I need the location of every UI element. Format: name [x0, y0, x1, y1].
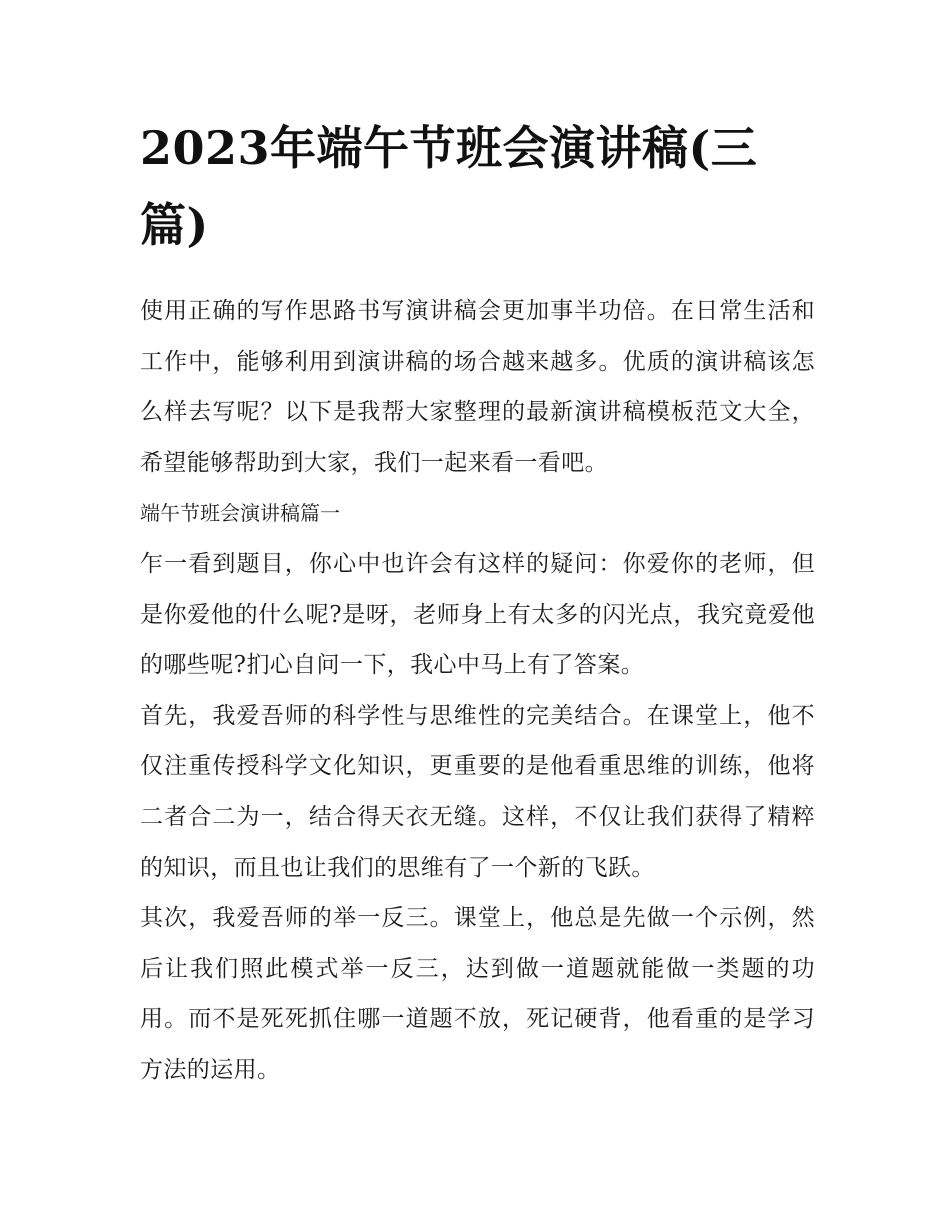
document-content — [140, 110, 815, 1096]
body-paragraph: 首先，我爱吾师的科学性与思维性的完美结合。在课堂上，他不仅注重传授科学文化知识，更重要的是他看重思维的训练，他将二者合二为一，结合得天衣无缝。这样，不仅让我们获得了精粹的知识，而且也让我们的思维有了一个新的飞跃。 — [140, 702, 815, 881]
document-body — [140, 286, 815, 1096]
body-paragraph: 其次，我爱吾师的举一反三。课堂上，他总是先做一个示例，然后让我们照此模式举一反三，达到做一道题就能做一类题的功用。而不是死死抓住哪一道题不放，死记硬背，他看重的是学习方法的运用。 — [140, 905, 815, 1083]
section-heading: 端午节班会演讲稿篇一 — [140, 501, 340, 526]
body-paragraph: 乍一看到题目，你心中也许会有这样的疑问：你爱你的老师，但是你爱他的什么呢?是呀，老师身上有太多的闪光点，我究竟爱他的哪些呢?扪心自问一下，我心中马上有了答案。 — [140, 550, 815, 679]
intro-paragraph: 使用正确的写作思路书写演讲稿会更加事半功倍。在日常生活和工作中，能够利用到演讲稿的场合越来越多。优质的演讲稿该怎么样去写呢？以下是我帮大家整理的最新演讲稿模板范文大全，希望能够帮助到大家，我们一起来看一看吧。 — [140, 298, 815, 476]
document-title: 2023年端午节班会演讲稿(三篇) — [140, 121, 758, 252]
